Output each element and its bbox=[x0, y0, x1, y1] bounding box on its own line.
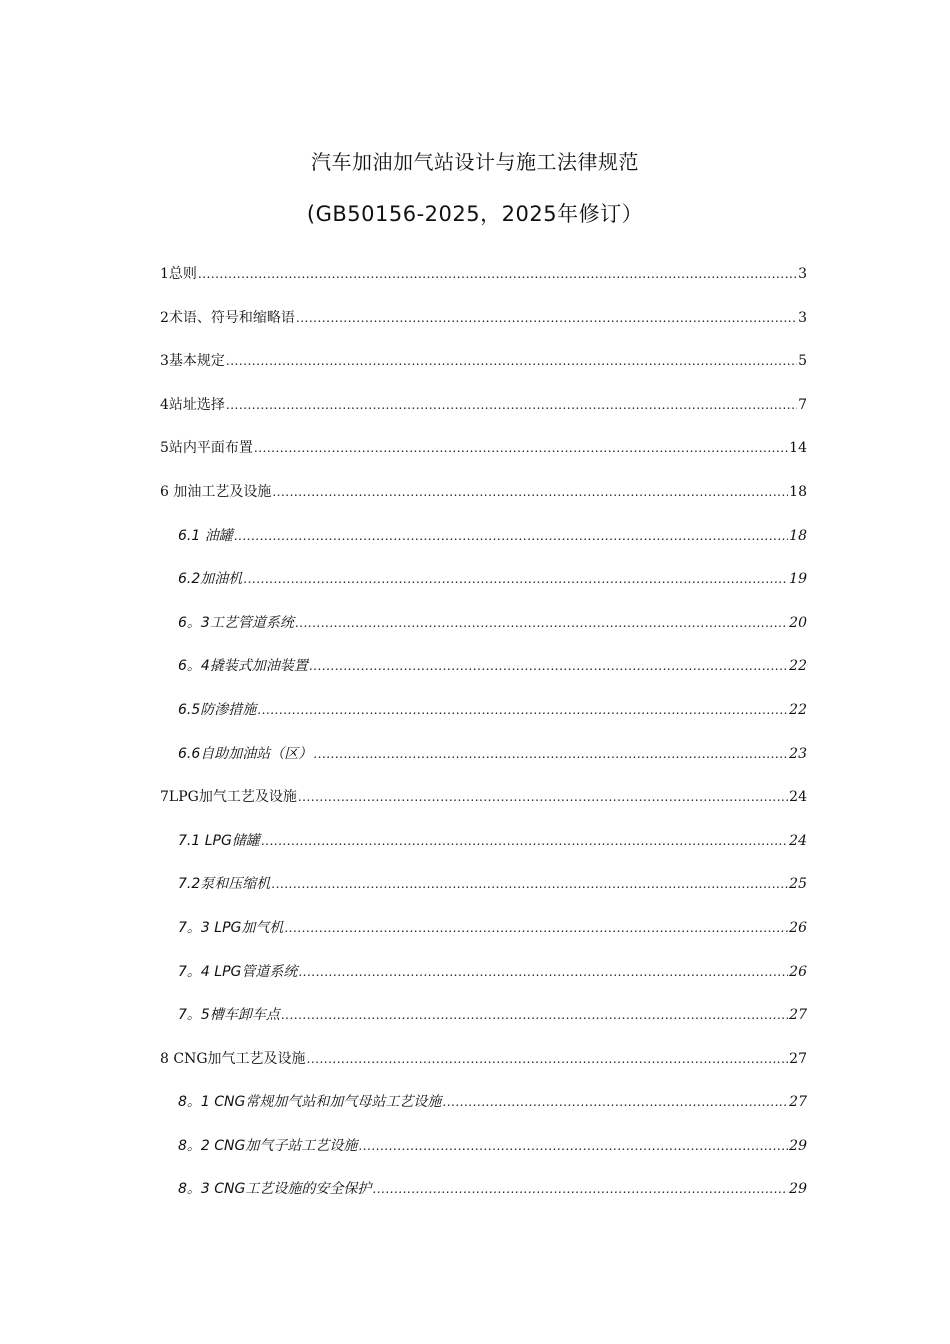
toc-entry-text: 加气机 bbox=[241, 919, 284, 936]
toc-entry-label bbox=[178, 1091, 441, 1111]
toc-entry[interactable] bbox=[160, 830, 807, 874]
toc-page-number: 14 bbox=[789, 440, 807, 457]
toc-entry-number: 6.1 bbox=[178, 527, 205, 544]
toc-page-number: 24 bbox=[789, 789, 807, 806]
toc-dot-leader bbox=[257, 703, 788, 717]
toc-entry-label bbox=[178, 568, 242, 588]
toc-entry-text: 撬装式加油装置 bbox=[209, 658, 308, 675]
toc-dot-leader bbox=[309, 659, 788, 673]
toc-dot-leader bbox=[313, 747, 788, 761]
toc-entry[interactable] bbox=[160, 263, 807, 307]
toc-page-number: 27 bbox=[789, 1094, 807, 1111]
toc-entry-label bbox=[178, 699, 256, 719]
toc-entry[interactable] bbox=[160, 699, 807, 743]
toc-entry[interactable] bbox=[160, 481, 807, 525]
toc-entry-label bbox=[178, 917, 283, 937]
table-of-contents bbox=[160, 263, 807, 1222]
toc-entry-label bbox=[178, 873, 270, 893]
toc-entry-text: 工艺设施的安全保护 bbox=[245, 1181, 372, 1198]
toc-entry[interactable] bbox=[160, 568, 807, 612]
toc-entry-text: 泵和压缩机 bbox=[200, 876, 271, 893]
toc-entry-number: 1 bbox=[160, 266, 169, 282]
toc-entry[interactable] bbox=[160, 917, 807, 961]
toc-entry-number: 7 bbox=[160, 789, 169, 806]
toc-entry-number: 6。4 bbox=[178, 658, 210, 675]
toc-entry-text: 工艺管道系统 bbox=[209, 614, 294, 631]
toc-entry-number: 7。5 bbox=[178, 1007, 210, 1024]
toc-entry-number: 2 bbox=[160, 309, 169, 326]
toc-entry-label bbox=[160, 350, 225, 370]
toc-page-number: 18 bbox=[789, 527, 807, 544]
toc-dot-leader bbox=[358, 1139, 788, 1153]
toc-dot-leader bbox=[198, 267, 797, 281]
toc-entry-label bbox=[178, 743, 312, 763]
toc-entry-number: 7.1 LPG bbox=[178, 832, 232, 849]
toc-entry-label bbox=[178, 961, 297, 981]
toc-entry-label bbox=[160, 1048, 306, 1068]
toc-entry-text: 储罐 bbox=[231, 832, 260, 849]
toc-entry[interactable] bbox=[160, 1048, 807, 1092]
toc-entry-text: 槽车卸车点 bbox=[209, 1007, 280, 1024]
toc-entry[interactable] bbox=[160, 350, 807, 394]
toc-page-number: 3 bbox=[798, 266, 807, 282]
toc-dot-leader bbox=[281, 1008, 788, 1022]
toc-page-number: 27 bbox=[789, 1007, 807, 1024]
toc-dot-leader bbox=[307, 1052, 789, 1066]
toc-entry-label bbox=[160, 307, 295, 327]
toc-page-number: 3 bbox=[798, 309, 807, 326]
toc-dot-leader bbox=[226, 354, 797, 368]
toc-dot-leader bbox=[226, 398, 797, 412]
toc-entry-text: 管道系统 bbox=[241, 963, 298, 980]
document-subtitle: (GB50156-2025，2025年修订） bbox=[306, 202, 644, 226]
toc-entry[interactable] bbox=[160, 786, 807, 830]
toc-entry-number: 4 bbox=[160, 396, 169, 413]
toc-dot-leader bbox=[272, 485, 788, 499]
toc-entry-label bbox=[178, 655, 308, 675]
toc-entry-label bbox=[160, 394, 225, 414]
toc-entry-text: 加油机 bbox=[200, 571, 243, 588]
toc-entry-text: 总则 bbox=[168, 266, 197, 282]
toc-page-number: 5 bbox=[798, 353, 807, 370]
toc-dot-leader bbox=[298, 790, 788, 804]
toc-entry-text: 术语、符号和缩略语 bbox=[168, 309, 295, 326]
toc-dot-leader bbox=[442, 1095, 788, 1109]
toc-page-number: 27 bbox=[789, 1050, 807, 1067]
toc-entry[interactable] bbox=[160, 1091, 807, 1135]
toc-dot-leader bbox=[284, 921, 788, 935]
toc-entry-number: 6.2 bbox=[178, 571, 201, 588]
toc-dot-leader bbox=[261, 834, 788, 848]
toc-entry-label bbox=[178, 612, 294, 632]
toc-page-number: 29 bbox=[789, 1137, 807, 1154]
toc-entry-label bbox=[178, 830, 260, 850]
toc-entry-text: 加油工艺及设施 bbox=[173, 483, 272, 500]
toc-entry-text: 基本规定 bbox=[168, 353, 225, 370]
toc-entry[interactable] bbox=[160, 961, 807, 1005]
toc-page-number: 20 bbox=[789, 614, 807, 631]
toc-page-number: 19 bbox=[789, 571, 807, 588]
toc-entry-label bbox=[178, 1178, 371, 1198]
toc-entry[interactable] bbox=[160, 437, 807, 481]
document-title: 汽车加油加气站设计与施工法律规范 bbox=[311, 150, 639, 174]
toc-entry-text: 站内平面布置 bbox=[168, 440, 253, 457]
toc-dot-leader bbox=[254, 441, 788, 455]
toc-entry-label bbox=[160, 437, 253, 457]
toc-entry-number: 6 bbox=[160, 483, 174, 500]
toc-dot-leader bbox=[271, 877, 788, 891]
toc-entry[interactable] bbox=[160, 873, 807, 917]
toc-entry[interactable] bbox=[160, 307, 807, 351]
toc-dot-leader bbox=[243, 572, 788, 586]
toc-page-number: 26 bbox=[789, 963, 807, 980]
toc-entry-label bbox=[160, 786, 297, 806]
toc-entry-number: 5 bbox=[160, 440, 169, 457]
toc-entry-number: 7.2 bbox=[178, 876, 201, 893]
toc-entry-text: 常规加气站和加气母站工艺设施 bbox=[245, 1094, 442, 1111]
toc-entry-number: 8 bbox=[160, 1050, 174, 1067]
toc-page-number: 29 bbox=[789, 1181, 807, 1198]
toc-dot-leader bbox=[295, 616, 788, 630]
toc-entry[interactable] bbox=[160, 612, 807, 656]
toc-entry[interactable] bbox=[160, 1178, 807, 1222]
toc-entry-label bbox=[178, 1135, 357, 1155]
toc-entry-number: 7。4 LPG bbox=[178, 963, 242, 980]
toc-dot-leader bbox=[234, 529, 788, 543]
toc-entry[interactable] bbox=[160, 1004, 807, 1048]
toc-entry-text: CNG加气工艺及设施 bbox=[173, 1050, 306, 1067]
toc-page-number: 25 bbox=[789, 876, 807, 893]
toc-entry[interactable] bbox=[160, 525, 807, 569]
toc-page-number: 22 bbox=[789, 701, 807, 718]
toc-entry-text: 自助加油站（区） bbox=[200, 745, 313, 762]
toc-entry-label bbox=[160, 263, 197, 283]
toc-entry-number: 8。1 CNG bbox=[178, 1094, 246, 1111]
toc-entry[interactable] bbox=[160, 1135, 807, 1179]
toc-page-number: 24 bbox=[789, 832, 807, 849]
toc-dot-leader bbox=[372, 1182, 788, 1196]
toc-dot-leader bbox=[296, 311, 797, 325]
toc-page-number: 26 bbox=[789, 919, 807, 936]
toc-page-number: 7 bbox=[798, 396, 807, 413]
toc-page-number: 18 bbox=[789, 483, 807, 500]
toc-entry-number: 6.5 bbox=[178, 701, 201, 718]
toc-page-number: 22 bbox=[789, 658, 807, 675]
toc-page-number: 23 bbox=[789, 745, 807, 762]
toc-entry-text: LPG加气工艺及设施 bbox=[168, 789, 297, 806]
toc-entry-number: 6。3 bbox=[178, 614, 210, 631]
toc-entry-number: 3 bbox=[160, 353, 169, 370]
toc-entry[interactable] bbox=[160, 743, 807, 787]
toc-entry[interactable] bbox=[160, 655, 807, 699]
toc-entry-text: 油罐 bbox=[204, 527, 233, 544]
toc-entry-number: 8。2 CNG bbox=[178, 1137, 246, 1154]
toc-entry-label bbox=[178, 525, 233, 545]
toc-entry-label bbox=[178, 1004, 280, 1024]
toc-dot-leader bbox=[298, 965, 788, 979]
toc-entry-number: 7。3 LPG bbox=[178, 919, 242, 936]
toc-entry-label bbox=[160, 481, 271, 501]
toc-entry[interactable] bbox=[160, 394, 807, 438]
toc-entry-number: 8。3 CNG bbox=[178, 1181, 246, 1198]
toc-entry-text: 加气子站工艺设施 bbox=[245, 1137, 358, 1154]
toc-entry-text: 防渗措施 bbox=[200, 701, 257, 718]
toc-entry-number: 6.6 bbox=[178, 745, 201, 762]
toc-entry-text: 站址选择 bbox=[168, 396, 225, 413]
